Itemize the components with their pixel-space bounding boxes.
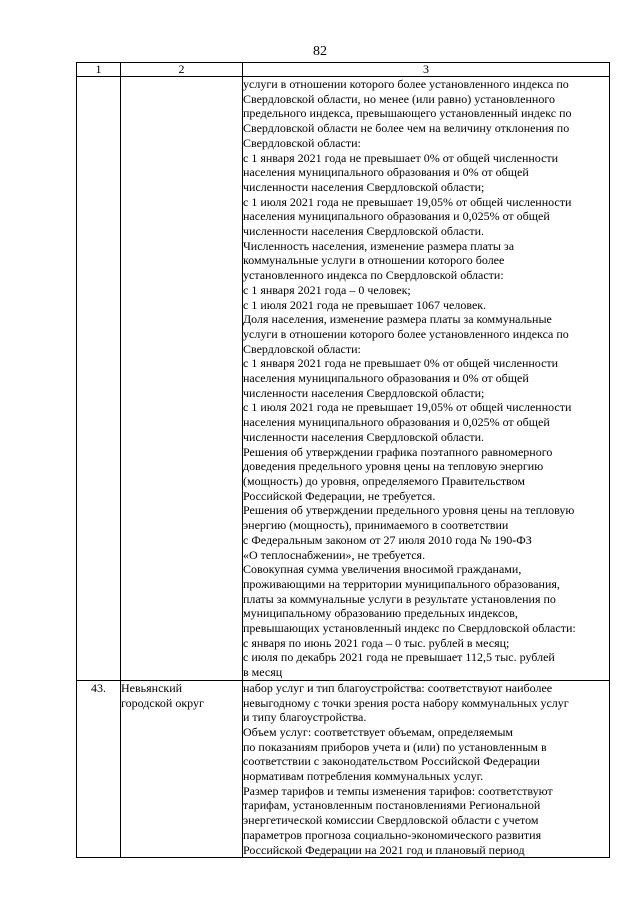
text-line: предельного индекса, превышающего установленный индекс по bbox=[243, 106, 572, 121]
page-number: 82 bbox=[313, 44, 327, 59]
text-line: коммунальные услуги в отношении которого более bbox=[243, 253, 505, 268]
text-line: (мощность) до уровня, определяемого Правительством bbox=[243, 473, 526, 488]
text-line: и типу благоустройства. bbox=[243, 710, 367, 725]
municipality-name bbox=[121, 77, 243, 681]
text-line: набор услуг и тип благоустройства: соответствуют наиболее bbox=[243, 680, 553, 695]
row-description bbox=[243, 77, 610, 681]
row-number bbox=[77, 77, 121, 681]
text-line: невыгодному с точки зрения роста набору коммунальных услуг bbox=[243, 695, 569, 710]
text-line: услуги в отношении которого более установленного индекса по bbox=[243, 326, 569, 341]
text-line: численности населения Свердловской области. bbox=[243, 429, 484, 444]
text-line: численности населения Свердловской области; bbox=[243, 385, 485, 400]
text-line: с июля по декабрь 2021 года не превышает 112,5 тыс. рублей bbox=[243, 650, 555, 665]
text-line: нормативам потребления коммунальных услуг. bbox=[243, 769, 484, 784]
text-line: Невьянский bbox=[121, 680, 183, 695]
text-line: Российской Федерации, не требуется. bbox=[243, 488, 436, 503]
text-line: Свердловской области, но менее (или равно) установленного bbox=[243, 91, 555, 106]
text-line: параметров прогноза социально-экономического развития bbox=[243, 827, 542, 842]
table-row bbox=[77, 77, 610, 681]
text-line: Численность населения, изменение размера платы за bbox=[243, 238, 515, 253]
text-line: с 1 июля 2021 года не превышает 19,05% от общей численности bbox=[243, 400, 572, 415]
text-line: энергию (мощность), принимаемого в соответствии bbox=[243, 518, 509, 533]
text-line: с 1 января 2021 года не превышает 0% от общей численности bbox=[243, 150, 559, 165]
text-line: энергетической комиссии Свердловской области с учетом bbox=[243, 813, 539, 828]
text-line: с 1 января 2021 года не превышает 0% от общей численности bbox=[243, 356, 559, 371]
text-line: Свердловской области: bbox=[243, 135, 361, 150]
table-header-row bbox=[77, 63, 610, 77]
text-line: населения муниципального образования и 0% от общей bbox=[243, 371, 529, 386]
column-header-2: 2 bbox=[121, 63, 243, 77]
text-line: проживающими на территории муниципального образования, bbox=[243, 576, 560, 591]
text-line: услуги в отношении которого более установленного индекса по bbox=[243, 77, 569, 91]
text-line: Свердловской области: bbox=[243, 341, 361, 356]
text-line: установленного индекса по Свердловской области: bbox=[243, 268, 504, 283]
text-line: Объем услуг: соответствует объемам, определяемым bbox=[243, 724, 514, 739]
text-line: с Федеральным законом от 27 июля 2010 года № 190-ФЗ bbox=[243, 532, 532, 547]
text-line: тарифам, установленным постановлениями Региональной bbox=[243, 798, 541, 813]
text-line: соответствии с законодательством Российской Федерации bbox=[243, 754, 540, 769]
text-line: платы за коммунальные услуги в результате установления по bbox=[243, 591, 556, 606]
text-line: Совокупная сумма увеличения вносимой гражданами, bbox=[243, 562, 522, 577]
text-line: Размер тарифов и темпы изменения тарифов: соответствуют bbox=[243, 783, 553, 798]
text-line: превышающих установленный индекс по Свердловской области: bbox=[243, 621, 576, 636]
text-line: муниципальному образованию предельных индексов, bbox=[243, 606, 518, 621]
text-line: Доля населения, изменение размера платы за коммунальные bbox=[243, 312, 552, 327]
text-line: с 1 января 2021 года – 0 человек; bbox=[243, 282, 411, 297]
column-header-1: 1 bbox=[77, 63, 121, 77]
text-line: численности населения Свердловской области. bbox=[243, 224, 484, 239]
document-table bbox=[76, 62, 610, 858]
row-description bbox=[243, 680, 610, 857]
row-number: 43. bbox=[77, 680, 121, 857]
text-line: с 1 июля 2021 года не превышает 1067 человек. bbox=[243, 297, 487, 312]
table-row bbox=[77, 680, 610, 857]
text-line: в месяц bbox=[243, 665, 283, 680]
text-line: доведения предельного уровня цены на тепловую энергию bbox=[243, 459, 544, 474]
municipality-name bbox=[121, 680, 243, 857]
text-line: с января по июнь 2021 года – 0 тыс. рублей в месяц; bbox=[243, 635, 510, 650]
text-line: Решения об утверждении графика поэтапного равномерного bbox=[243, 444, 553, 459]
column-header-3: 3 bbox=[243, 63, 610, 77]
text-line: Российской Федерации на 2021 год и плановый период bbox=[243, 842, 525, 857]
text-line: «О теплоснабжении», не требуется. bbox=[243, 547, 426, 562]
text-line: по показаниям приборов учета и (или) по установленным в bbox=[243, 739, 547, 754]
text-line: Решения об утверждении предельного уровня цены на тепловую bbox=[243, 503, 575, 518]
text-line: населения муниципального образования и 0,025% от общей bbox=[243, 209, 550, 224]
text-line: населения муниципального образования и 0,025% от общей bbox=[243, 415, 550, 430]
text-line: населения муниципального образования и 0% от общей bbox=[243, 165, 529, 180]
text-line: городской округ bbox=[121, 695, 204, 710]
text-line: численности населения Свердловской области; bbox=[243, 179, 485, 194]
text-line: с 1 июля 2021 года не превышает 19,05% от общей численности bbox=[243, 194, 572, 209]
text-line: Свердловской области не более чем на величину отклонения по bbox=[243, 121, 570, 136]
